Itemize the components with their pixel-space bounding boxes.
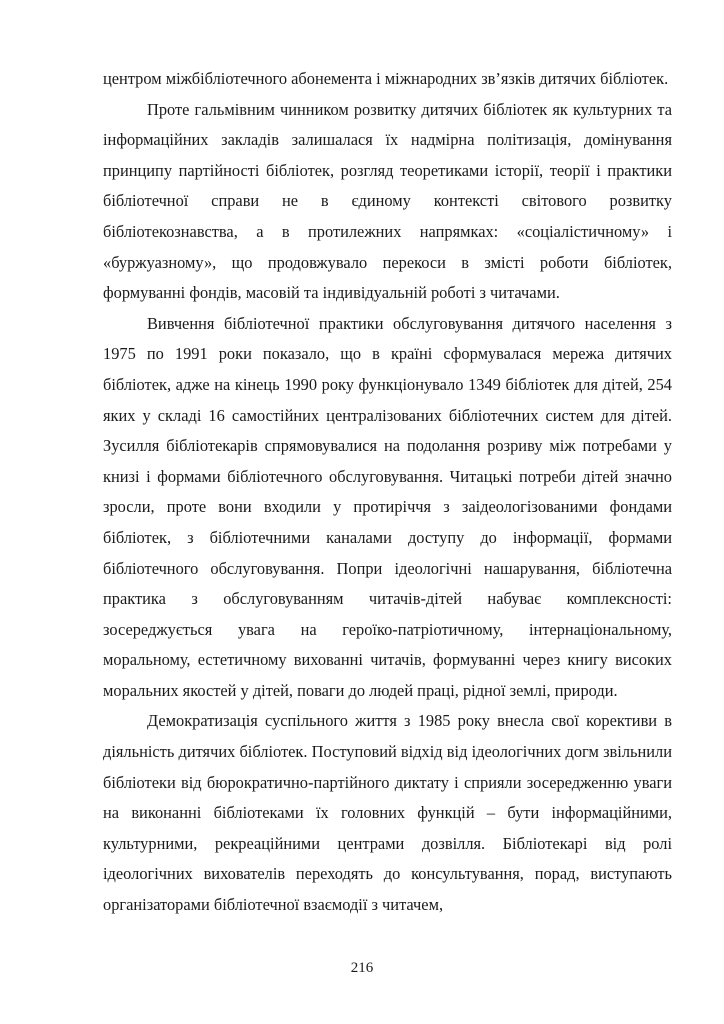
body-text (103, 64, 672, 921)
page-number: 216 (350, 960, 374, 976)
paragraph-practice-study: Вивчення бібліотечної практики обслуговування дитячого населення з 1975 по 1991 роки показало, що в країні сформувалася мережа дитячих бібліотек, адже на кінець 1990 року функціонувало 1349 бібліотек для дітей, 254 яких у складі 16 самостійних централізованих бібліотечних систем для дітей. Зусилля бібліотекарів спрямовувалися на подолання розриву між потребами у книзі і формами бібліотечного обслуговування. Читацькі потреби дітей значно зросли, проте вони входили у протиріччя з заідеологізованими фондами бібліотек, з бібліотечними каналами доступу до інформації, формами бібліотечного обслуговування. Попри ідеологічні нашарування, бібліотечна практика з обслуговуванням читачів-дітей набуває комплексності: зосереджується увага на героїко-патріотичному, інтернаціональному, моральному, естетичному вихованні читачів, формуванні через книгу високих моральних якостей у дітей, поваги до людей праці, рідної землі, природи. (103, 313, 672, 700)
paragraph-democratization: Демократизація суспільного життя з 1985 року внесла свої корективи в діяльність дитячих бібліотек. Поступовий відхід від ідеологічних догм звільнили бібліотеки від бюрократично-партійного диктату і сприяли зосередженню уваги на виконанні бібліотеками їх головних функцій – бути інформаційними, культурними, рекреаційними центрами дозвілля. Бібліотекарі від ролі ідеологічних вихователів переходять до консультування, порад, виступають організаторами бібліотечної взаємодії з читачем, (103, 711, 672, 915)
paragraph-politicization: Проте гальмівним чинником розвитку дитячих бібліотек як культурних та інформаційних закладів залишалася їх надмірна політизація, домінування принципу партійності бібліотек, розгляд теоретиками історії, теорії і практики бібліотечної справи не в єдиному контексті світового розвитку бібліотекознавства, а в протилежних напрямках: «соціалістичному» і «буржуазному», що продовжувало перекоси в змісті роботи бібліотек, формуванні фондів, масовій та індивідуальній роботі з читачами. (103, 99, 672, 303)
paragraph-continuation: центром міжбібліотечного абонемента і міжнародних зв’язків дитячих бібліотек. (103, 69, 669, 88)
